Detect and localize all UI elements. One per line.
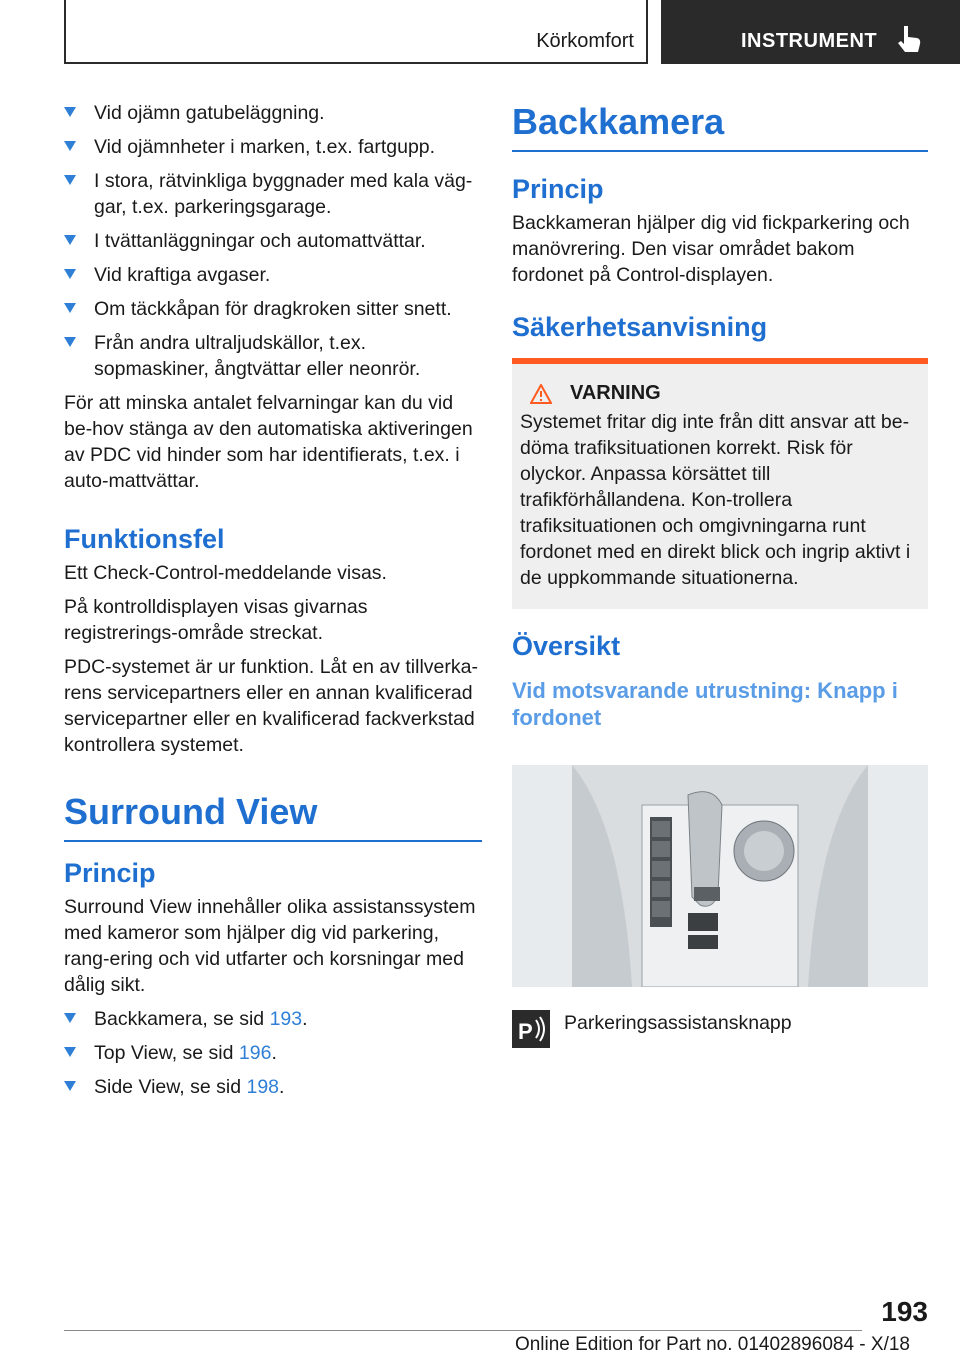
heading-principle: Princip	[512, 174, 604, 204]
paragraph-fault-2: På kontrolldisplayen visas givarnas registrerings‐område streckat.	[64, 596, 368, 644]
heading-surround-view: Surround View	[64, 791, 318, 832]
footer-edition: Online Edition for Part no. 01402896084 - X/18	[514, 1334, 910, 1355]
page-number: 193	[881, 1296, 928, 1327]
warning-triangle-icon	[530, 384, 552, 404]
heading-safety: Säkerhetsanvisning	[512, 312, 768, 342]
heading-overview: Översikt	[512, 631, 621, 661]
warning-box	[512, 358, 928, 609]
bullet-triangle-icon	[64, 303, 76, 313]
list-item: Vid ojämn gatubeläggning.	[64, 100, 482, 126]
header-section-box	[64, 0, 648, 64]
heading-fault: Funktionsfel	[64, 524, 225, 554]
photo-caption-row	[512, 1010, 928, 1048]
paragraph-fault-1: Ett Check-Control-meddelande visas.	[64, 562, 387, 584]
list-item: I tvättanläggningar och automattvättar.	[64, 228, 482, 254]
right-column	[512, 100, 928, 1048]
list-item: Om täckkåpan för dragkroken sitter snett.	[64, 296, 482, 322]
left-column	[64, 100, 482, 1108]
list-item: Top View, se sid 196.	[64, 1040, 482, 1066]
bullet-triangle-icon	[64, 1047, 76, 1057]
list-item: Från andra ultraljudskällor, t.ex. sopmaskiner, ångtvättar eller neonrör.	[64, 330, 482, 382]
header-section-title: Körkomfort	[536, 30, 634, 52]
list-item: Side View, se sid 198.	[64, 1074, 482, 1100]
warning-text: Systemet fritar dig inte från ditt ansvar att be‐döma trafiksituationen korrekt. Risk för olyckor. Anpassa körsättet till trafikförhållandena. Kon‐trollera trafiksituationen och omgivningarna runt fordonet med en direkt blick och ingrip aktivt i de uppkommande situationerna.	[520, 411, 911, 589]
page-link[interactable]: 196	[238, 1042, 272, 1064]
bullet-triangle-icon	[64, 1013, 76, 1023]
list-item: Backkamera, se sid 193.	[64, 1006, 482, 1032]
header-chapter-box	[661, 0, 960, 64]
parking-assistant-icon	[512, 1010, 550, 1048]
bullet-triangle-icon	[64, 337, 76, 347]
footer-rule	[64, 1330, 862, 1331]
paragraph-fault-3: PDC-systemet är ur funktion. Låt en av tillverka‐rens servicepartners eller en annan kvalificerad servicepartner eller en kvalificerad fackverkstad kontrollera systemet.	[64, 656, 478, 756]
paragraph-reduce-warnings: För att minska antalet felvarningar kan du vid be‐hov stänga av den automatiska aktiveringen av PDC vid hinder som har identifierats, t.ex. i auto‐mattvättar.	[64, 392, 473, 492]
bullet-triangle-icon	[64, 235, 76, 245]
heading-rule	[64, 840, 482, 842]
header-chapter-title: INSTRUMENT	[741, 30, 878, 52]
heading-backkamera: Backkamera	[512, 101, 725, 142]
page-link[interactable]: 193	[269, 1008, 303, 1030]
page-link[interactable]: 198	[246, 1076, 280, 1098]
heading-rule	[512, 150, 928, 152]
svg-text:P: P	[518, 1019, 533, 1044]
warning-title-row	[520, 382, 920, 405]
bullet-triangle-icon	[64, 269, 76, 279]
bullet-triangle-icon	[64, 107, 76, 117]
bullet-triangle-icon	[64, 141, 76, 151]
bullet-triangle-icon	[64, 175, 76, 185]
paragraph-principle: Backkameran hjälper dig vid fickparkering och manövrering. Den visar området bakom fordonet på Control-displayen.	[512, 212, 910, 286]
heading-equipment: Vid motsvarande utrustning: Knapp i fordonet	[512, 678, 898, 730]
pointing-hand-icon	[895, 24, 923, 54]
photo-caption: Parkeringsassistansknapp	[564, 1012, 792, 1034]
center-console-photo	[512, 765, 928, 987]
list-item: Vid kraftiga avgaser.	[64, 262, 482, 288]
heading-principle: Princip	[64, 858, 156, 888]
list-item: Vid ojämnheter i marken, t.ex. fartgupp.	[64, 134, 482, 160]
warning-title: VARNING	[570, 382, 661, 404]
bullet-triangle-icon	[64, 1081, 76, 1091]
list-item: I stora, rätvinkliga byggnader med kala väg‐gar, t.ex. parkeringsgarage.	[64, 168, 482, 220]
paragraph-principle: Surround View innehåller olika assistanssystem med kameror som hjälper dig vid parkering, rang‐ering och vid utfarter och korsningar med dålig sikt.	[64, 896, 476, 996]
